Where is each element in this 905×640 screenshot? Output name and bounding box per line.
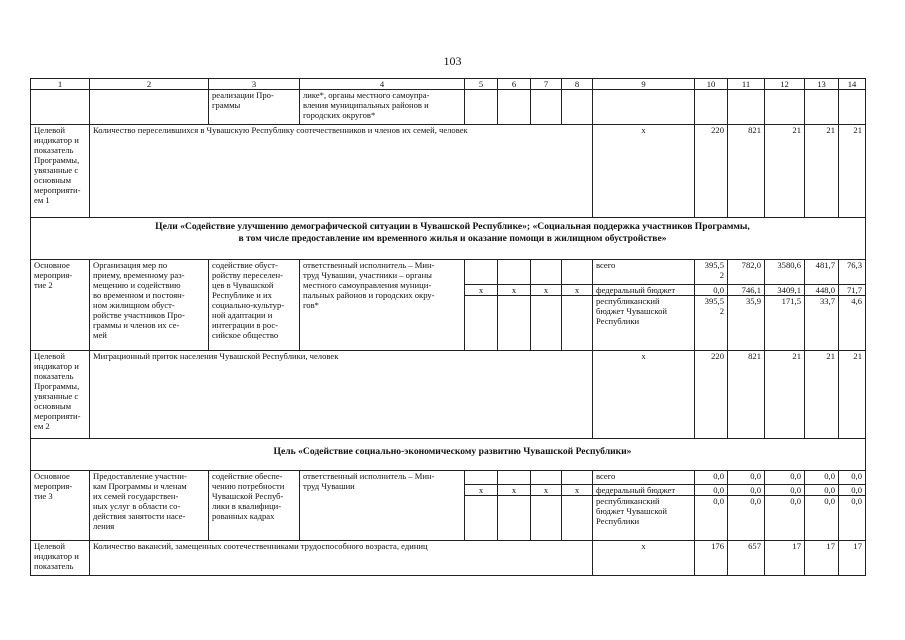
budget-code: х <box>465 485 498 496</box>
budget-code: х <box>498 285 531 296</box>
program-table <box>30 78 866 576</box>
funding-value: 171,5 <box>765 296 805 351</box>
column-number: 11 <box>728 79 765 90</box>
budget-code: х <box>465 285 498 296</box>
indicator-value: 21 <box>839 351 866 439</box>
funding-value: 0,0 <box>728 485 765 496</box>
indicator-unit: х <box>593 125 695 218</box>
column-number: 13 <box>805 79 839 90</box>
funding-source: федеральный бюджет <box>593 285 695 296</box>
funding-value: 0,0 <box>805 496 839 541</box>
funding-value: 746,1 <box>728 285 765 296</box>
column-number: 14 <box>839 79 866 90</box>
funding-value: 0,0 <box>695 471 728 485</box>
funding-value: 0,0 <box>805 471 839 485</box>
funding-source: республиканский бюджет Чувашской Республики <box>593 296 695 351</box>
funding-source: всего <box>593 260 695 285</box>
measure-executors: ответственный исполнитель – Мин- труд Чувашии <box>300 471 465 541</box>
indicator-value: 21 <box>839 125 866 218</box>
funding-value: 0,0 <box>695 496 728 541</box>
column-number: 2 <box>90 79 209 90</box>
column-number: 8 <box>562 79 593 90</box>
funding-value: 76,3 <box>839 260 866 285</box>
goal-heading: Цель «Содействие социально-экономическому развитию Чувашской Республики» <box>273 446 632 457</box>
funding-value: 71,7 <box>839 285 866 296</box>
column-number: 7 <box>531 79 562 90</box>
funding-source: федеральный бюджет <box>593 485 695 496</box>
measure-code: Основное мероприя- тие 2 <box>31 260 90 351</box>
funding-value: 0,0 <box>839 485 866 496</box>
indicator-row <box>31 541 866 576</box>
indicator-value: 17 <box>839 541 866 576</box>
budget-code: х <box>562 285 593 296</box>
indicator-row <box>31 351 866 439</box>
funding-value: 3409,1 <box>765 285 805 296</box>
measure-executors: ответственный исполнитель – Мин- труд Чувашии, участники – органы местного самоуправления муници- пальных районов и городских окру- гов* <box>300 260 465 351</box>
indicator-text: Миграционный приток населения Чувашской Республики, человек <box>90 351 593 439</box>
indicator-value: 220 <box>695 125 728 218</box>
funding-value: 0,0 <box>728 496 765 541</box>
measure-row <box>31 260 866 285</box>
page-number: 103 <box>443 54 462 68</box>
indicator-label: Целевой индикатор и показатель Программы, увязанные с основным мероприяти- ем 1 <box>31 125 90 218</box>
indicator-row <box>31 125 866 218</box>
funding-value: 481,7 <box>805 260 839 285</box>
funding-value: 33,7 <box>805 296 839 351</box>
budget-code: х <box>531 285 562 296</box>
column-number-row <box>31 79 866 90</box>
indicator-unit: х <box>593 351 695 439</box>
indicator-value: 21 <box>805 351 839 439</box>
budget-code: х <box>562 485 593 496</box>
column-number: 1 <box>31 79 90 90</box>
measure-title: Организация мер по приему, временному раз- мещению и содействию во временном и постоян- ном жилищном обуст- ройстве участников Про- граммы и членов их се- мей <box>90 260 209 351</box>
column-number: 9 <box>593 79 695 90</box>
funding-value: 782,0 <box>728 260 765 285</box>
funding-source: республиканский бюджет Чувашской Республики <box>593 496 695 541</box>
funding-source: всего <box>593 471 695 485</box>
funding-value: 448,0 <box>805 285 839 296</box>
column-number: 4 <box>300 79 465 90</box>
measure-title: Предоставление участни- кам Программы и членам их семей государствен- ных услуг в области со- действия занятости насе- ления <box>90 471 209 541</box>
measure-row <box>31 471 866 485</box>
indicator-label: Целевой индикатор и показатель Программы, увязанные с основным мероприяти- ем 2 <box>31 351 90 439</box>
indicator-value: 821 <box>728 351 765 439</box>
indicator-value: 21 <box>765 125 805 218</box>
indicator-value: 220 <box>695 351 728 439</box>
funding-value: 0,0 <box>695 285 728 296</box>
budget-code: х <box>498 485 531 496</box>
funding-value: 395,5 2 <box>695 260 728 285</box>
funding-value: 3580,6 <box>765 260 805 285</box>
funding-value: 395,5 2 <box>695 296 728 351</box>
funding-value: 35,9 <box>728 296 765 351</box>
funding-value: 0,0 <box>839 496 866 541</box>
budget-code: х <box>531 485 562 496</box>
column-number: 3 <box>209 79 300 90</box>
goal-heading: Цели «Содействие улучшению демографической ситуации в Чувашской Республике»; «Социальная поддержка участников Программы, в том числе предоставление им временного жилья и оказание помощи в жилищном обустройстве» <box>155 221 750 244</box>
funding-value: 0,0 <box>765 496 805 541</box>
indicator-value: 17 <box>805 541 839 576</box>
column-number: 10 <box>695 79 728 90</box>
measure-code: Основное мероприя- тие 3 <box>31 471 90 541</box>
funding-value: 0,0 <box>839 471 866 485</box>
column-number: 5 <box>465 79 498 90</box>
funding-value: 0,0 <box>728 471 765 485</box>
column-number: 12 <box>765 79 805 90</box>
measure-result: содействие обуст- ройству переселен- цев в Чувашской Республике и их социально-культур- ной адаптации и интеграции в рос- сийское общество <box>209 260 300 351</box>
indicator-text: Количество вакансий, замещенных соотечественниками трудоспособного возраста, единиц <box>90 541 593 576</box>
measure-result: содействие обеспе- чению потребности Чувашской Респуб- лики в квалифици- рованных кадрах <box>209 471 300 541</box>
continuation-row <box>31 90 866 125</box>
indicator-value: 821 <box>728 125 765 218</box>
indicator-value: 21 <box>765 351 805 439</box>
continuation-result: реализации Про- граммы <box>209 90 300 125</box>
indicator-value: 176 <box>695 541 728 576</box>
funding-value: 0,0 <box>765 485 805 496</box>
column-number: 6 <box>498 79 531 90</box>
indicator-value: 21 <box>805 125 839 218</box>
continuation-executors: лике*, органы местного самоупра- вления муниципальных районов и городских округов* <box>300 90 465 125</box>
funding-value: 0,0 <box>765 471 805 485</box>
indicator-value: 17 <box>765 541 805 576</box>
indicator-text: Количество переселившихся в Чувашскую Республику соотечественников и членов их семей, человек <box>90 125 593 218</box>
funding-value: 0,0 <box>695 485 728 496</box>
indicator-value: 657 <box>728 541 765 576</box>
indicator-label: Целевой индикатор и показатель <box>31 541 90 576</box>
funding-value: 0,0 <box>805 485 839 496</box>
indicator-unit: х <box>593 541 695 576</box>
funding-value: 4,6 <box>839 296 866 351</box>
